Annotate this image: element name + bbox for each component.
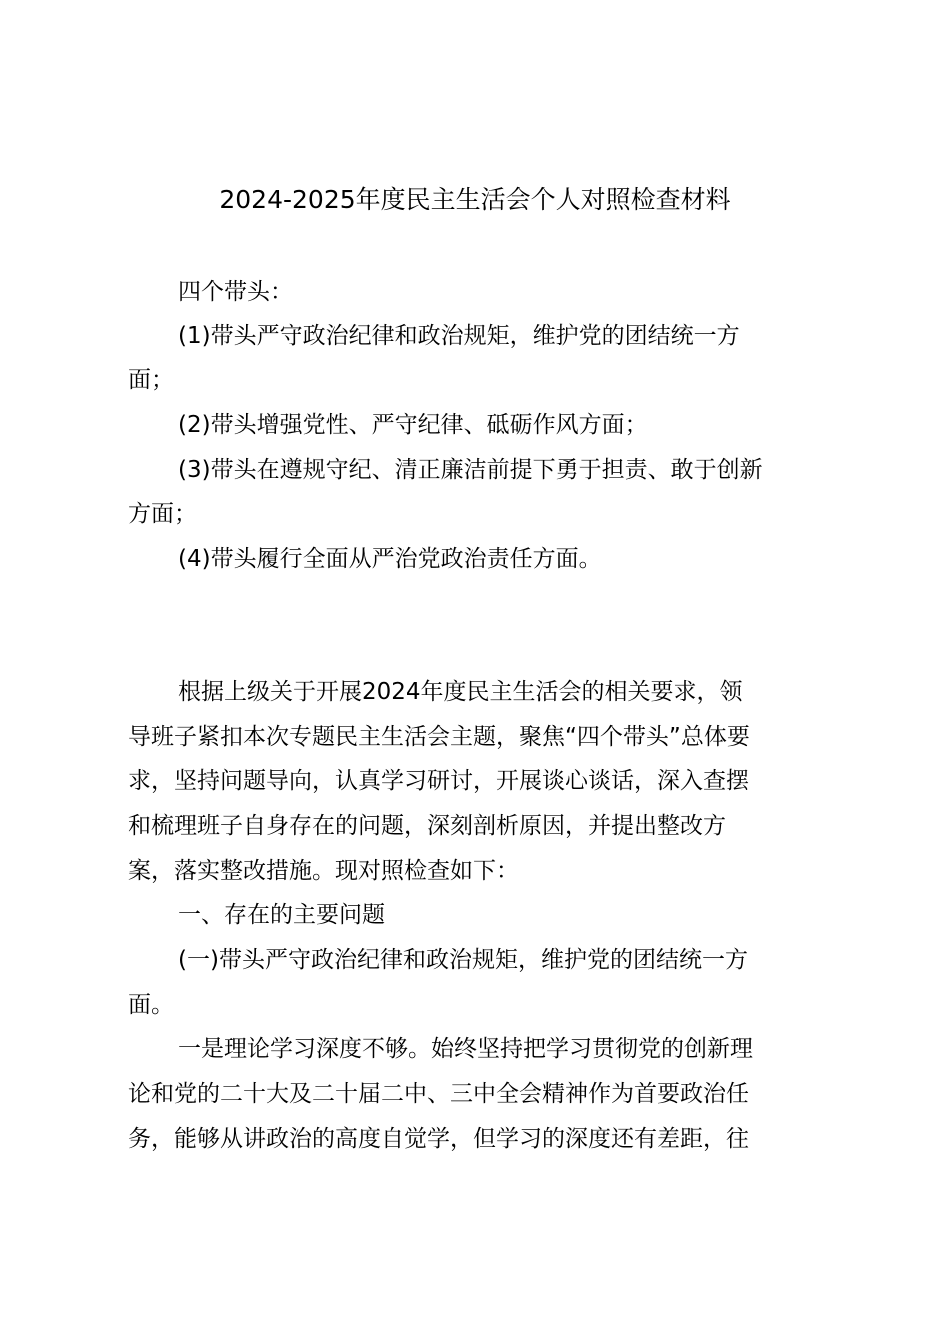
body-paragraph-line-2: 论和党的二十大及二十届二中、三中全会精神作为首要政治任: [128, 1081, 749, 1107]
list-item-2: (2)带头增强党性、严守纪律、砥砺作风方面；: [178, 412, 648, 438]
body-paragraph-line-1: 一是理论学习深度不够。始终坚持把学习贯彻党的创新理: [178, 1036, 753, 1062]
subsection-heading-1-line-2: 面。: [128, 992, 174, 1018]
intro-paragraph-line-4: 和梳理班子自身存在的问题，深刻剖析原因，并提出整改方: [128, 813, 726, 839]
list-item-3-line-2: 方面；: [128, 501, 197, 527]
intro-paragraph-line-5: 案，落实整改措施。现对照检查如下：: [128, 858, 519, 884]
intro-paragraph-line-3: 求，坚持问题导向，认真学习研讨，开展谈心谈话，深入查摆: [128, 768, 749, 794]
list-item-3-line-1: (3)带头在遵规守纪、清正廉洁前提下勇于担责、敢于创新: [178, 457, 763, 483]
body-paragraph-line-3: 务，能够从讲政治的高度自觉学，但学习的深度还有差距，往: [128, 1126, 749, 1152]
intro-paragraph-line-2: 导班子紧扣本次专题民主生活会主题，聚焦“四个带头”总体要: [128, 724, 750, 750]
subsection-heading-1-line-1: (一)带头严守政治纪律和政治规矩，维护党的团结统一方: [178, 947, 748, 973]
list-item-4: (4)带头履行全面从严治党政治责任方面。: [178, 546, 602, 572]
document-title: 2024-2025年度民主生活会个人对照检查材料: [219, 185, 731, 214]
list-item-1-line-2: 面；: [128, 367, 174, 393]
section-heading-four-leads: 四个带头：: [178, 279, 293, 305]
section-heading-main-problems: 一、存在的主要问题: [178, 902, 385, 928]
intro-paragraph-line-1: 根据上级关于开展2024年度民主生活会的相关要求，领: [178, 679, 743, 705]
list-item-1-line-1: (1)带头严守政治纪律和政治规矩，维护党的团结统一方: [178, 323, 740, 349]
